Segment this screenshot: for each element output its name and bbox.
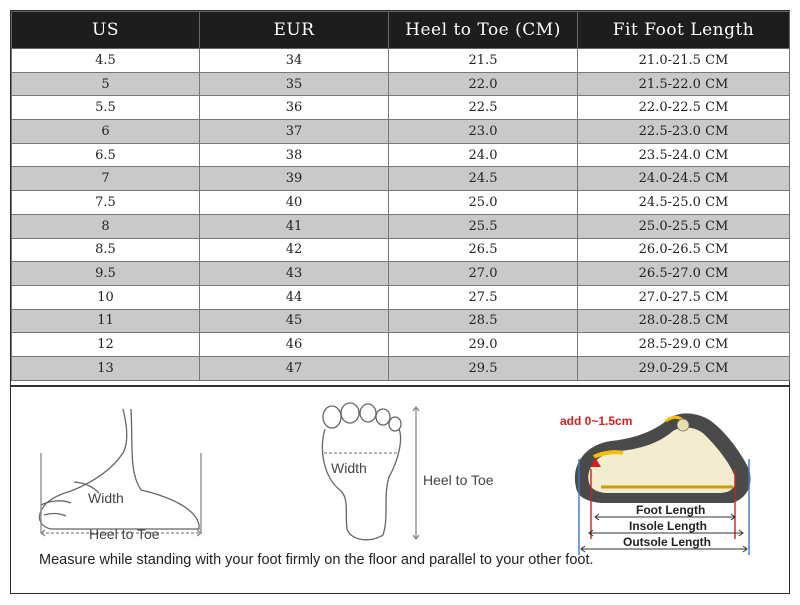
cell-heel-to-toe: 25.0: [389, 191, 578, 215]
cell-us: 12: [12, 333, 200, 357]
top-heel-to-toe-label: Heel to Toe: [423, 472, 494, 488]
table-row: [12, 356, 790, 380]
outsole-length-label: Outsole Length: [623, 535, 711, 549]
cell-eur: 39: [200, 167, 389, 191]
header-eur: EUR: [200, 12, 389, 49]
cell-eur: 46: [200, 333, 389, 357]
table-row: [12, 285, 790, 309]
cell-eur: 43: [200, 262, 389, 286]
table-row: [12, 309, 790, 333]
table-row: [12, 120, 790, 144]
table-row: [12, 167, 790, 191]
cell-fit-foot-length: 25.0-25.5 CM: [578, 214, 790, 238]
cell-us: 10: [12, 285, 200, 309]
cell-heel-to-toe: 28.5: [389, 309, 578, 333]
cell-fit-foot-length: 24.5-25.0 CM: [578, 191, 790, 215]
cell-fit-foot-length: 29.0-29.5 CM: [578, 356, 790, 380]
cell-heel-to-toe: 25.5: [389, 214, 578, 238]
cell-us: 7: [12, 167, 200, 191]
cell-fit-foot-length: 27.0-27.5 CM: [578, 285, 790, 309]
cell-us: 8.5: [12, 238, 200, 262]
cell-us: 9.5: [12, 262, 200, 286]
header-us: US: [12, 12, 200, 49]
cell-heel-to-toe: 21.5: [389, 49, 578, 73]
cell-us: 4.5: [12, 49, 200, 73]
cell-fit-foot-length: 24.0-24.5 CM: [578, 167, 790, 191]
measurement-illustration: [11, 385, 789, 594]
cell-us: 6.5: [12, 143, 200, 167]
cell-fit-foot-length: 26.5-27.0 CM: [578, 262, 790, 286]
cell-heel-to-toe: 29.5: [389, 356, 578, 380]
cell-fit-foot-length: 28.0-28.5 CM: [578, 309, 790, 333]
header-heel-to-toe: Heel to Toe (CM): [389, 12, 578, 49]
cell-us: 5.5: [12, 96, 200, 120]
cell-heel-to-toe: 24.5: [389, 167, 578, 191]
cell-fit-foot-length: 22.5-23.0 CM: [578, 120, 790, 144]
cell-fit-foot-length: 21.5-22.0 CM: [578, 72, 790, 96]
table-row: [12, 143, 790, 167]
cell-eur: 47: [200, 356, 389, 380]
cell-eur: 41: [200, 214, 389, 238]
cell-eur: 45: [200, 309, 389, 333]
cell-heel-to-toe: 23.0: [389, 120, 578, 144]
cell-us: 5: [12, 72, 200, 96]
cell-eur: 38: [200, 143, 389, 167]
cell-eur: 42: [200, 238, 389, 262]
table-row: [12, 191, 790, 215]
cell-us: 13: [12, 356, 200, 380]
cell-heel-to-toe: 22.0: [389, 72, 578, 96]
cell-heel-to-toe: 24.0: [389, 143, 578, 167]
cell-eur: 40: [200, 191, 389, 215]
cell-us: 8: [12, 214, 200, 238]
cell-heel-to-toe: 29.0: [389, 333, 578, 357]
measurement-note: Measure while standing with your foot firmly on the floor and parallel to your other foot.: [39, 552, 594, 568]
shoe-cross-section: [575, 413, 751, 555]
cell-eur: 44: [200, 285, 389, 309]
table-row: [12, 96, 790, 120]
cell-fit-foot-length: 22.0-22.5 CM: [578, 96, 790, 120]
table-row: [12, 238, 790, 262]
cell-eur: 36: [200, 96, 389, 120]
cell-fit-foot-length: 23.5-24.0 CM: [578, 143, 790, 167]
header-row: [12, 12, 790, 49]
insole-length-label: Insole Length: [629, 519, 707, 533]
add-allowance-label: add 0~1.5cm: [560, 414, 633, 428]
cell-us: 11: [12, 309, 200, 333]
cell-eur: 35: [200, 72, 389, 96]
cell-eur: 34: [200, 49, 389, 73]
table-row: [12, 262, 790, 286]
table-row: [12, 214, 790, 238]
top-width-label: Width: [331, 460, 367, 476]
side-foot-drawing: [39, 409, 201, 536]
size-table: [11, 11, 790, 381]
cell-eur: 37: [200, 120, 389, 144]
size-chart: [10, 10, 790, 594]
cell-heel-to-toe: 27.0: [389, 262, 578, 286]
cell-heel-to-toe: 26.5: [389, 238, 578, 262]
cell-fit-foot-length: 21.0-21.5 CM: [578, 49, 790, 73]
cell-us: 7.5: [12, 191, 200, 215]
cell-fit-foot-length: 26.0-26.5 CM: [578, 238, 790, 262]
header-fit-foot-length: Fit Foot Length: [578, 12, 790, 49]
table-row: [12, 333, 790, 357]
table-row: [12, 72, 790, 96]
cell-heel-to-toe: 22.5: [389, 96, 578, 120]
table-row: [12, 49, 790, 73]
cell-fit-foot-length: 28.5-29.0 CM: [578, 333, 790, 357]
foot-length-label: Foot Length: [636, 503, 706, 517]
side-heel-to-toe-label: Heel to Toe: [89, 526, 160, 542]
cell-us: 6: [12, 120, 200, 144]
cell-heel-to-toe: 27.5: [389, 285, 578, 309]
side-width-label: Width: [88, 490, 124, 506]
